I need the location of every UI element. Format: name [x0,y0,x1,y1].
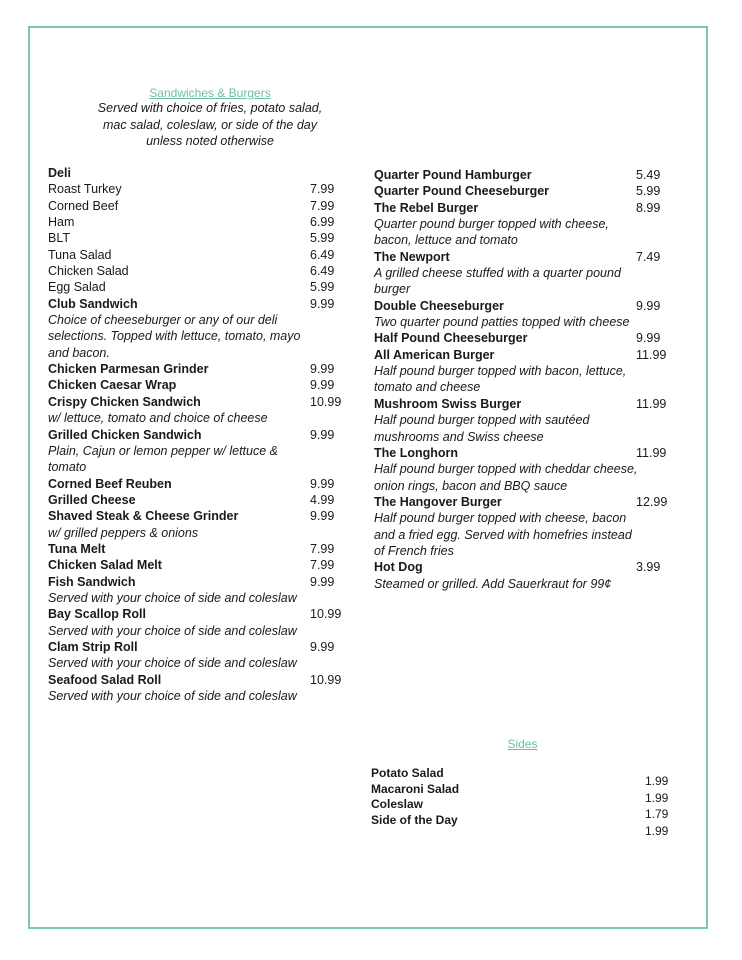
menu-item-description: and bacon. [48,345,110,360]
menu-item-price: 7.99 [310,182,335,197]
menu-item [48,361,350,377]
menu-item-price: 7.99 [310,541,335,556]
menu-item [48,377,350,393]
menu-item-name: Grilled Chicken Sandwich [48,427,202,442]
menu-item [48,181,350,197]
menu-item [48,541,350,557]
right-menu-column [374,167,676,592]
menu-item-price: 9.99 [310,639,335,654]
menu-item-name: Double Cheeseburger [374,298,504,313]
menu-item-price: 9.99 [310,362,335,377]
menu-item-name: Half Pound Cheeseburger [374,331,528,346]
menu-item [374,249,676,265]
menu-item-name: BLT [48,231,70,246]
menu-item-name: Egg Salad [48,280,106,295]
menu-item-description: Choice of cheeseburger or any of our deli [48,313,278,328]
menu-item-name: Grilled Cheese [48,492,136,507]
menu-item-price: 9.99 [310,378,335,393]
menu-item-description: Quarter pound burger topped with cheese, [374,217,609,232]
menu-item-name: Fish Sandwich [48,574,136,589]
menu-item [48,427,350,443]
menu-item-description: tomato [48,460,87,475]
side-price: 1.99 [645,823,669,838]
menu-item-price: 8.99 [636,200,661,215]
menu-item-description: bacon, lettuce and tomato [374,233,518,248]
left-menu-column [48,165,350,704]
menu-item-name: Roast Turkey [48,182,122,197]
menu-item-name: The Hangover Burger [374,494,502,509]
menu-item [374,396,676,412]
menu-item-price: 4.99 [310,492,335,507]
menu-item-price: 6.99 [310,215,335,230]
menu-item-name: Corned Beef Reuben [48,476,172,491]
side-name: Macaroni Salad [371,781,460,796]
menu-item-description: Half pound burger topped with cheddar cheese, [374,462,638,477]
menu-item-price: 5.99 [310,231,335,246]
menu-item-price: 3.99 [636,560,661,575]
menu-item-description: Plain, Cajun or lemon pepper w/ lettuce & [48,443,278,458]
menu-item-name: Bay Scallop Roll [48,607,146,622]
menu-item-name: Chicken Caesar Wrap [48,378,177,393]
menu-item [374,445,676,461]
menu-item-description: and a fried egg. Served with homefries instead [374,527,632,542]
menu-item-price: 10.99 [310,607,342,622]
menu-item-price: 12.99 [636,494,668,509]
menu-item-name: Shaved Steak & Cheese Grinder [48,509,239,524]
menu-item-description: Steamed or grilled. Add Sauerkraut for 99¢ [374,576,612,591]
menu-item-price: 10.99 [310,672,342,687]
menu-item-name: Quarter Pound Cheeseburger [374,184,550,199]
menu-item-description: A grilled cheese stuffed with a quarter pound [374,266,621,281]
menu-item-name: Ham [48,215,75,230]
menu-item-name: Chicken Parmesan Grinder [48,362,209,377]
menu-item-description: onion rings, bacon and BBQ sauce [374,478,568,493]
menu-item-description: Served with your choice of side and coleslaw [48,623,297,638]
menu-item-price: 10.99 [310,394,342,409]
sandwiches-heading: Sandwiches & Burgers [149,86,271,100]
menu-item [48,672,350,688]
menu-item-name: Club Sandwich [48,296,138,311]
menu-item-name: Tuna Salad [48,247,112,262]
menu-item-name: Chicken Salad Melt [48,558,162,573]
menu-item [374,559,676,575]
menu-item-description: of French fries [374,543,454,558]
menu-item-price: 7.49 [636,249,661,264]
menu-item-description: Two quarter pound patties topped with cheese [374,315,630,330]
menu-item [374,200,676,216]
menu-item-description: w/ grilled peppers & onions [48,525,199,540]
menu-item-price: 9.99 [310,509,335,524]
menu-item [48,230,350,246]
sides-names [371,766,459,828]
menu-item [48,639,350,655]
menu-item-price: 11.99 [636,445,667,460]
side-price: 1.79 [645,807,669,821]
menu-item-price: 11.99 [636,347,667,362]
category-header: Deli [48,166,71,180]
menu-item-price: 9.99 [636,298,661,313]
menu-item [374,347,676,363]
menu-item-description: Served with your choice of side and coleslaw [48,590,297,605]
menu-item [48,606,350,622]
menu-item [374,183,676,199]
menu-item-description: w/ lettuce, tomato and choice of cheese [48,411,268,426]
menu-item [48,557,350,573]
menu-item [48,296,350,312]
menu-item-name: Crispy Chicken Sandwich [48,394,201,409]
menu-item [48,508,350,524]
menu-item [48,247,350,263]
menu-item-price: 9.99 [310,296,335,311]
menu-item-name: All American Burger [374,347,495,362]
menu-item-description: burger [374,282,411,297]
menu-item-description: Half pound burger topped with bacon, lettuce, [374,364,627,379]
menu-item-price: 9.99 [310,476,335,491]
menu-item-name: Chicken Salad [48,264,129,279]
menu-item-name: Corned Beef [48,198,119,213]
menu-item [48,214,350,230]
menu-item-price: 7.99 [310,198,335,213]
menu-item-price: 7.99 [310,558,335,573]
menu-item-name: The Longhorn [374,445,459,460]
menu-item-name: Hot Dog [374,560,423,575]
menu-item-name: Tuna Melt [48,541,106,556]
menu-item-price: 6.49 [310,264,335,279]
menu-item [374,494,676,510]
menu-item-name: Seafood Salad Roll [48,672,162,687]
side-name: Coleslaw [371,797,424,811]
menu-item-price: 9.99 [310,427,335,442]
menu-item-description: Served with your choice of side and coleslaw [48,689,297,703]
menu-item [374,167,676,183]
side-price: 1.99 [645,790,669,805]
menu-item-description: Half pound burger topped with cheese, bacon [374,511,627,526]
menu-item-name: Clam Strip Roll [48,639,138,654]
menu-item [48,574,350,590]
menu-item-price: 11.99 [636,396,667,411]
side-price: 1.99 [645,774,669,788]
menu-item-description: selections. Topped with lettuce, tomato, mayo [48,329,301,344]
menu-item [48,492,350,508]
menu-item [48,279,350,295]
menu-item-price: 5.99 [310,280,335,295]
menu-item [48,198,350,214]
sandwiches-intro: Served with choice of fries, potato salad, mac salad, coleslaw, or side of the day unless noted otherwise [97,101,323,148]
menu-item [374,330,676,346]
menu-item-description: Half pound burger topped with sautéed [374,413,590,428]
menu-item-name: Mushroom Swiss Burger [374,396,522,411]
menu-item-description: Served with your choice of side and coleslaw [48,656,297,671]
sides-heading: Sides [507,737,538,751]
menu-item-name: Quarter Pound Hamburger [374,168,532,182]
menu-item [48,394,350,410]
menu-item-price: 9.99 [310,574,335,589]
menu-item-price: 6.49 [310,247,335,262]
menu-item [374,298,676,314]
side-name: Potato Salad [371,766,444,780]
menu-item [48,476,350,492]
menu-item-name: The Rebel Burger [374,200,479,215]
side-name: Side of the Day [371,812,458,827]
menu-item-name: The Newport [374,249,450,264]
menu-item-description: mushrooms and Swiss cheese [374,429,544,444]
sides-prices [645,773,668,839]
menu-item-price: 9.99 [636,331,661,346]
menu-item-price: 5.99 [636,184,661,199]
menu-item-description: tomato and cheese [374,380,481,395]
menu-item [48,263,350,279]
menu-item-price: 5.49 [636,168,661,182]
